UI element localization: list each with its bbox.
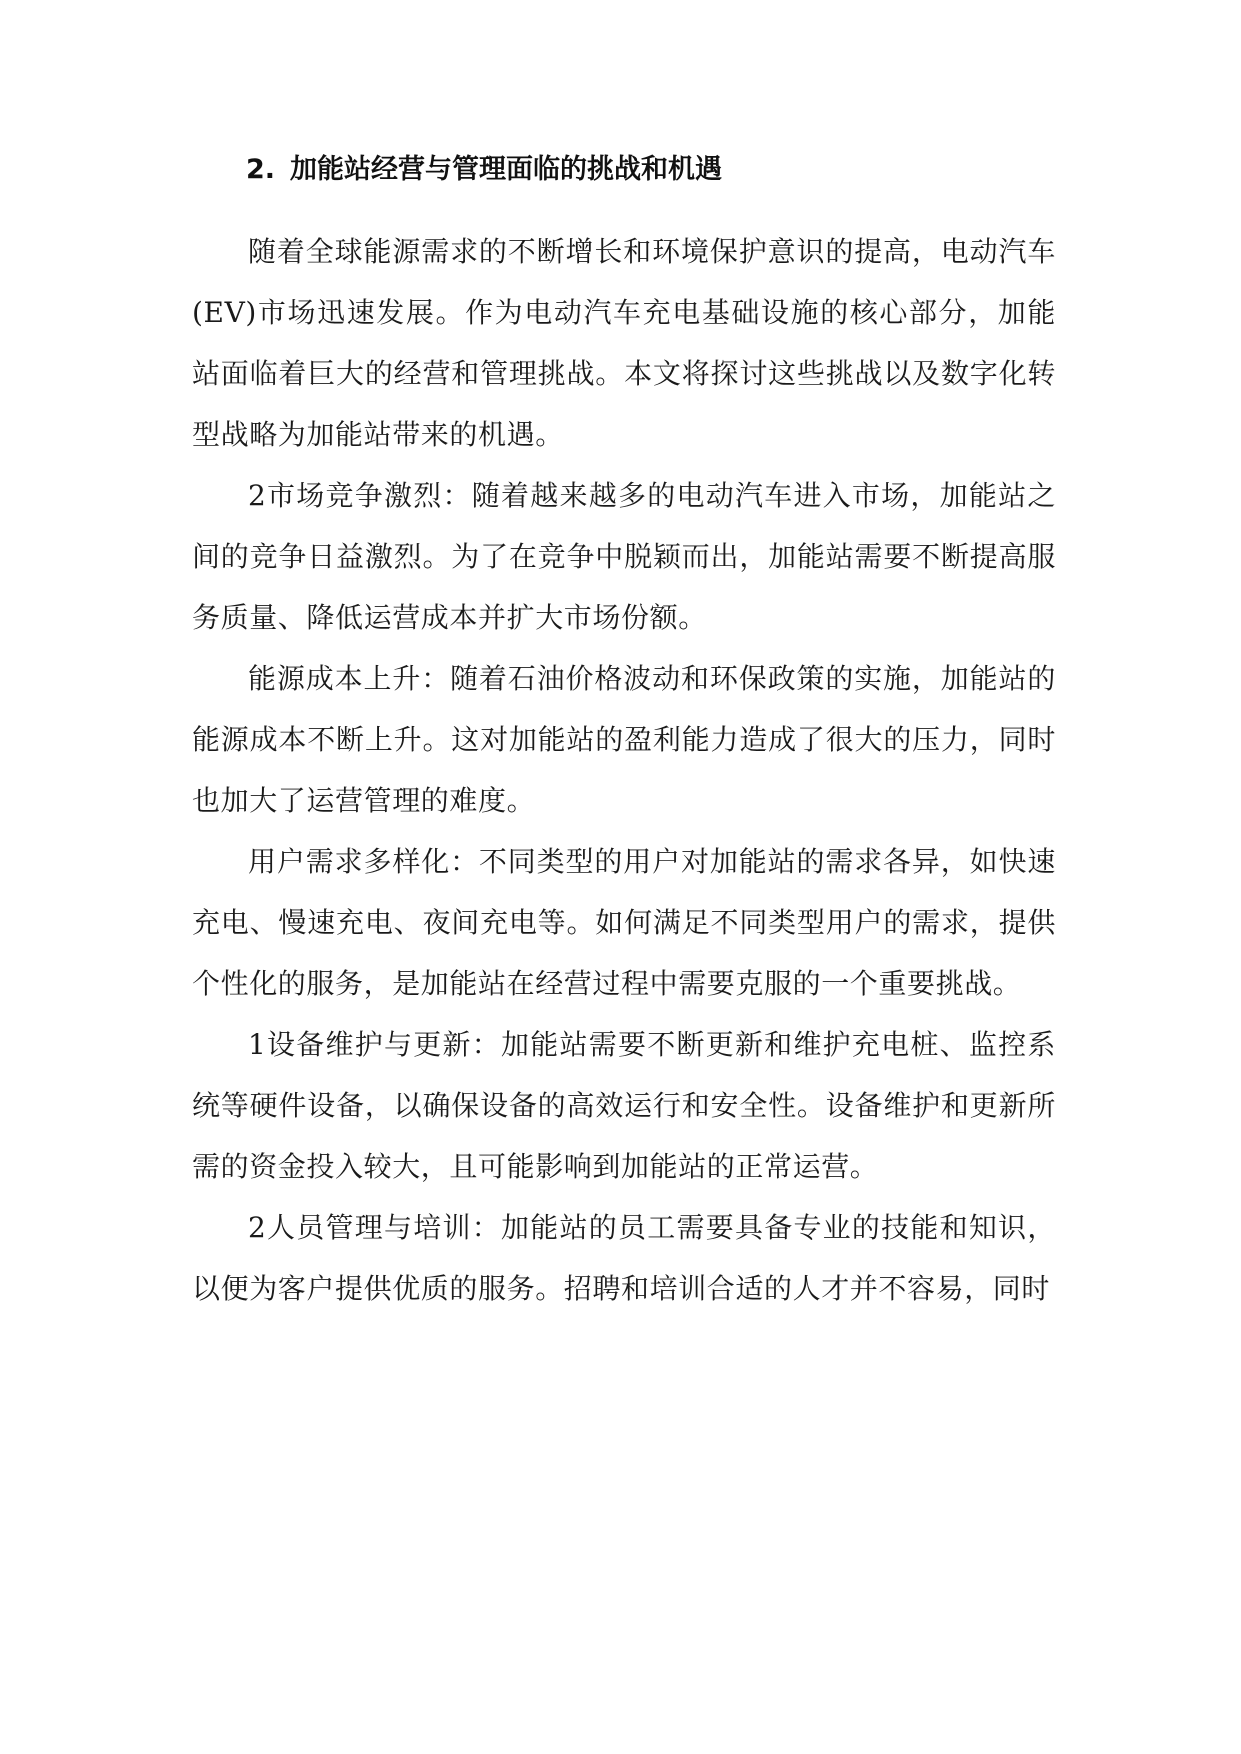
- paragraph-user-demand: 用户需求多样化：不同类型的用户对加能站的需求各异，如快速充电、慢速充电、夜间充电等。如何满足不同类型用户的需求，提供个性化的服务，是加能站在经营过程中需要克服的一个重要挑战。: [192, 845, 1056, 1000]
- body-text: [192, 221, 1056, 1319]
- paragraph-market-competition: 2市场竞争激烈：随着越来越多的电动汽车进入市场，加能站之间的竞争日益激烈。为了在竞争中脱颖而出，加能站需要不断提高服务质量、降低运营成本并扩大市场份额。: [192, 479, 1056, 634]
- paragraph-energy-cost: 能源成本上升：随着石油价格波动和环保政策的实施，加能站的能源成本不断上升。这对加能站的盈利能力造成了很大的压力，同时也加大了运营管理的难度。: [192, 662, 1056, 817]
- section-title: 加能站经营与管理面临的挑战和机遇: [290, 154, 722, 185]
- paragraph-staff-management: 2人员管理与培训：加能站的员工需要具备专业的技能和知识，以便为客户提供优质的服务。招聘和培训合适的人才并不容易，同时: [192, 1211, 1056, 1305]
- section-heading: [246, 150, 1076, 190]
- paragraph-equipment-maintenance: 1设备维护与更新：加能站需要不断更新和维护充电桩、监控系统等硬件设备，以确保设备的高效运行和安全性。设备维护和更新所需的资金投入较大，且可能影响到加能站的正常运营。: [192, 1028, 1056, 1183]
- paragraph-intro: 随着全球能源需求的不断增长和环境保护意识的提高，电动汽车(EV)市场迅速发展。作为电动汽车充电基础设施的核心部分，加能站面临着巨大的经营和管理挑战。本文将探讨这些挑战以及数字化转型战略为加能站带来的机遇。: [192, 235, 1056, 451]
- section-number: 2.: [246, 154, 276, 185]
